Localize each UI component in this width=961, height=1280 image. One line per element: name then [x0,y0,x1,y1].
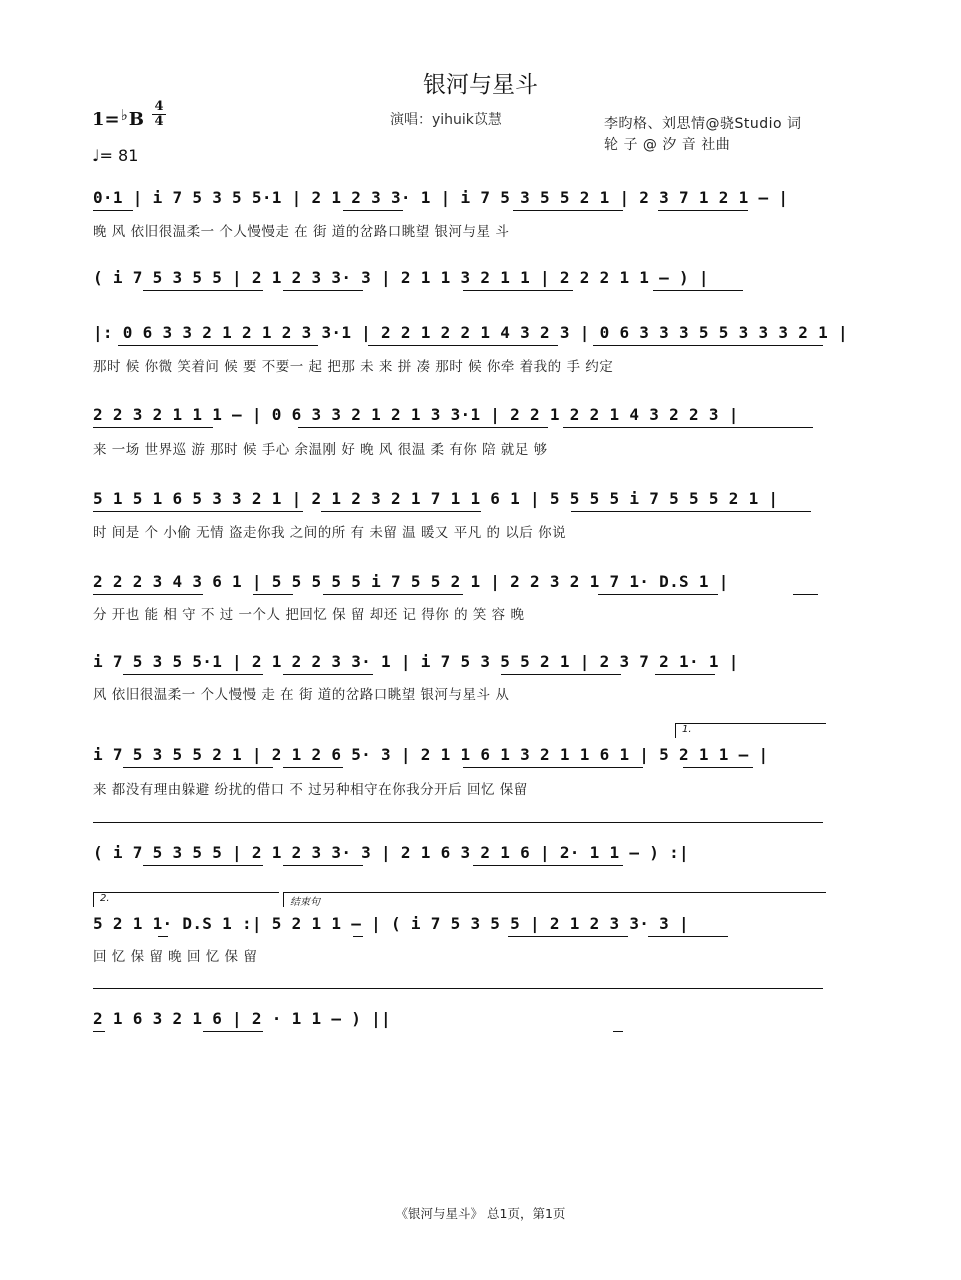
underline-group [93,674,833,680]
notation-line: 5 2 1 1· D.S 1 :| 5 2 1 1 – | ( i 7 5 3 5 5 | 2 1 2 3 3· 3 | [93,914,689,933]
underline-group [93,1031,833,1037]
lyric-line: 时 间是 个 小偷 无情 盗走你我 之间的所 有 未留 温 暖又 平凡 的 以后 你说 [93,525,567,541]
underline-group [93,865,833,871]
first-ending-label: 1. [682,724,692,735]
notation-line: ( i 7 5 3 5 5 | 2 1 2 3 3· 3 | 2 1 6 3 2 1 6 | 2· 1 1 – ) :| [93,843,689,862]
underline-group [93,210,833,216]
lyric-line: 风 依旧很温柔一 个人慢慢 走 在 街 道的岔路口眺望 银河与星斗 从 [93,687,510,703]
lyric-line: 来 都没有理由躲避 纷扰的借口 不 过另种相守在你我分开后 回忆 保留 [93,782,528,798]
notation-line: 2 2 3 2 1 1 1 – | 0 6 3 3 2 1 2 1 3 3·1 | 2 2 1 2 2 1 4 3 2 2 3 | [93,405,739,424]
notation-line: 5 1 5 1 6 5 3 3 2 1 | 2 1 2 3 2 1 7 1 1 6 1 | 5 5 5 5 i 7 5 5 5 2 1 | [93,489,779,508]
second-ending-label: 2. [100,893,110,904]
credits [604,114,802,156]
underline-group [93,936,833,942]
first-ending-bracket [675,723,826,738]
key-label: 1= [92,109,120,130]
key-signature [92,106,144,130]
song-title: 银河与星斗 [423,72,538,98]
coda-bracket [283,892,826,907]
lyric-line: 回 忆 保 留 晚 回 忆 保 留 [93,949,258,965]
underline-group [93,345,833,351]
lyric-line: 那时 候 你微 笑着问 候 要 不要一 起 把那 未 来 拼 凑 那时 候 你牵 着我的 手 约定 [93,359,614,375]
notation-line: i 7 5 3 5 5·1 | 2 1 2 2 3 3· 1 | i 7 5 3 5 5 2 1 | 2 3 7 2 1· 1 | [93,652,739,671]
underline-group [93,427,833,433]
composer-credit: 轮 子 @ 汐 音 社曲 [604,137,731,153]
flat-sign: ♭ [120,106,128,124]
notation-line: 2 1 6 3 2 1 6 | 2 · 1 1 – ) || [93,1009,391,1028]
notation-line: i 7 5 3 5 5 2 1 | 2 1 2 6 5· 3 | 2 1 1 6 1 3 2 1 1 6 1 | 5 2 1 1 – | [93,745,769,764]
time-signature-bottom: 4 [154,114,164,129]
page-footer: 《银河与星斗》 总1页，第1页 [395,1206,566,1221]
singer-credit: 演唱：yihuik苡慧 [390,112,502,128]
coda-label: 结束句 [290,897,320,908]
underline-group [93,290,833,296]
time-signature-top: 4 [154,99,164,114]
notation-line: ( i 7 5 3 5 5 | 2 1 2 3 3· 3 | 2 1 1 3 2 1 1 | 2 2 2 1 1 – ) | [93,268,709,287]
lyricist-credit: 李昀格、刘思情@骁Studio 词 [604,116,802,132]
notation-line: |: 0 6 3 3 2 1 2 1 2 3 3·1 | 2 2 1 2 2 1 4 3 2 3 | 0 6 3 3 3 5 5 3 3 3 2 1 | [93,323,848,342]
underline-group [93,767,833,773]
section-rule [93,988,823,989]
lyric-line: 分 开也 能 相 守 不 过 一个人 把回忆 保 留 却还 记 得你 的 笑 容 晚 [93,607,525,623]
notation-line: 2 2 2 3 4 3 6 1 | 5 5 5 5 5 i 7 5 5 2 1 | 2 2 3 2 1 7 1· D.S 1 | [93,572,729,591]
underline-group [93,594,833,600]
notation-line: 0·1 | i 7 5 3 5 5·1 | 2 1 2 3 3· 1 | i 7 5 3 5 5 2 1 | 2 3 7 1 2 1 – | [93,188,789,207]
lyric-line: 来 一场 世界巡 游 那时 候 手心 余温刚 好 晚 风 很温 柔 有你 陪 就足 够 [93,442,548,458]
second-ending-bracket [93,892,279,907]
lyric-line: 晚 风 依旧很温柔一 个人慢慢走 在 街 道的岔路口眺望 银河与星 斗 [93,224,510,240]
time-signature [152,101,166,128]
underline-group [93,511,833,517]
tempo-mark: ♩= 81 [92,146,139,165]
key-note: B [128,109,144,130]
section-rule [93,822,823,823]
